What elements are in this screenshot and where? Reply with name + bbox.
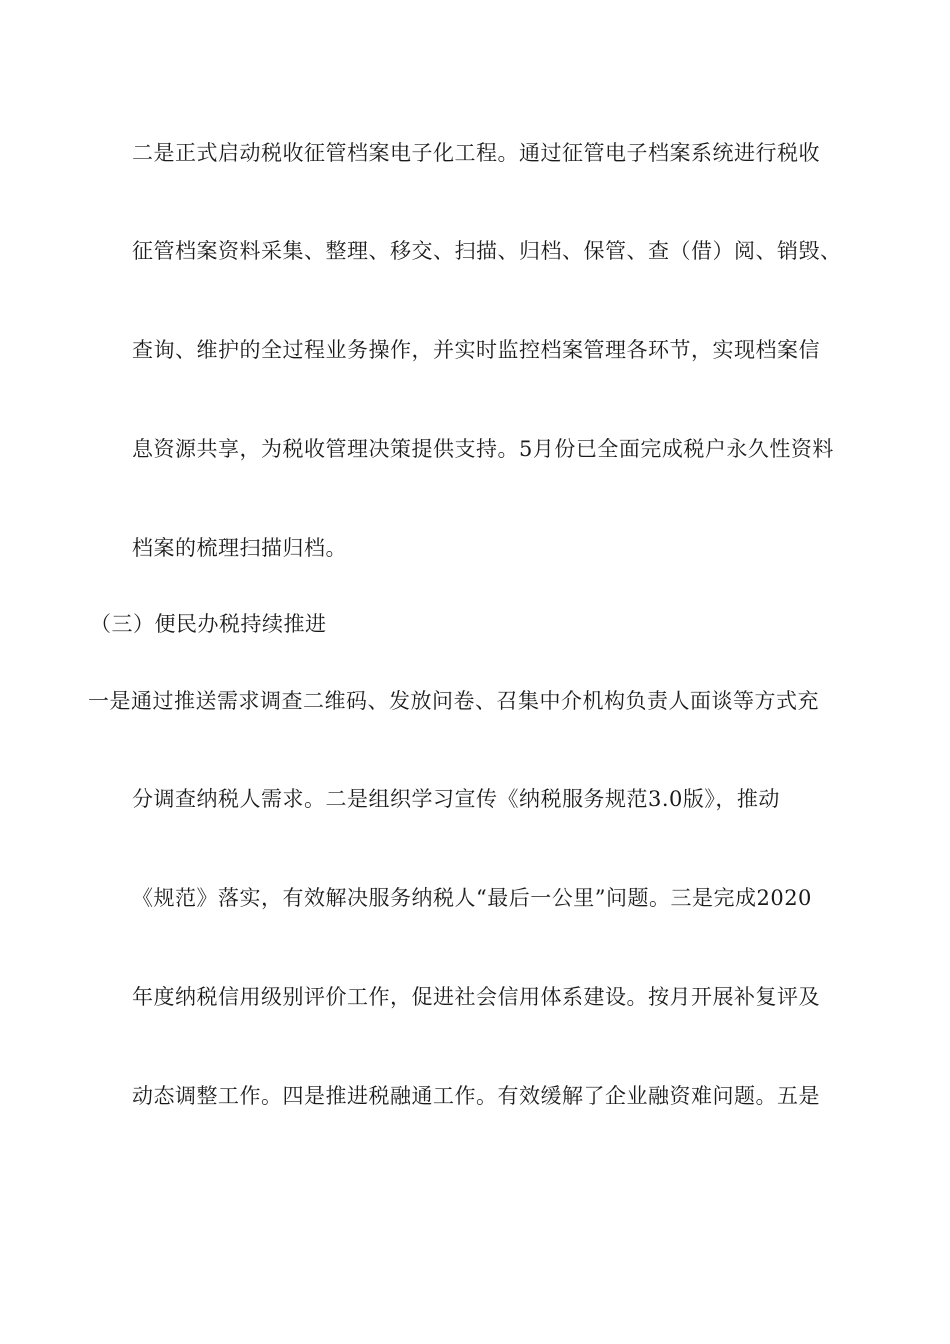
text-line: 档案的梳理扫描归档。 xyxy=(132,536,347,560)
text-line: 动态调整工作。四是推进税融通工作。有效缓解了企业融资难问题。五是 xyxy=(132,1084,820,1108)
text-line: 征管档案资料采集、整理、移交、扫描、归档、保管、查（借）阅、销毁、 xyxy=(132,239,842,263)
section-heading: （三）便民办税持续推进 xyxy=(90,612,327,636)
text-line: 一是通过推送需求调查二维码、发放问卷、召集中介机构负责人面谈等方式充 xyxy=(88,689,819,713)
text-line: 分调查纳税人需求。二是组织学习宣传《纳税服务规范3.0版》，推动 xyxy=(132,787,780,811)
text-line: 息资源共享，为税收管理决策提供支持。5月份已全面完成税户永久性资料 xyxy=(132,437,834,461)
text-line: 年度纳税信用级别评价工作，促进社会信用体系建设。按月开展补复评及 xyxy=(132,985,820,1009)
text-line: 二是正式启动税收征管档案电子化工程。通过征管电子档案系统进行税收 xyxy=(132,141,820,165)
text-line: 《规范》落实，有效解决服务纳税人“最后一公里”问题。三是完成2020 xyxy=(132,886,812,910)
text-line: 查询、维护的全过程业务操作，并实时监控档案管理各环节，实现档案信 xyxy=(132,338,820,362)
